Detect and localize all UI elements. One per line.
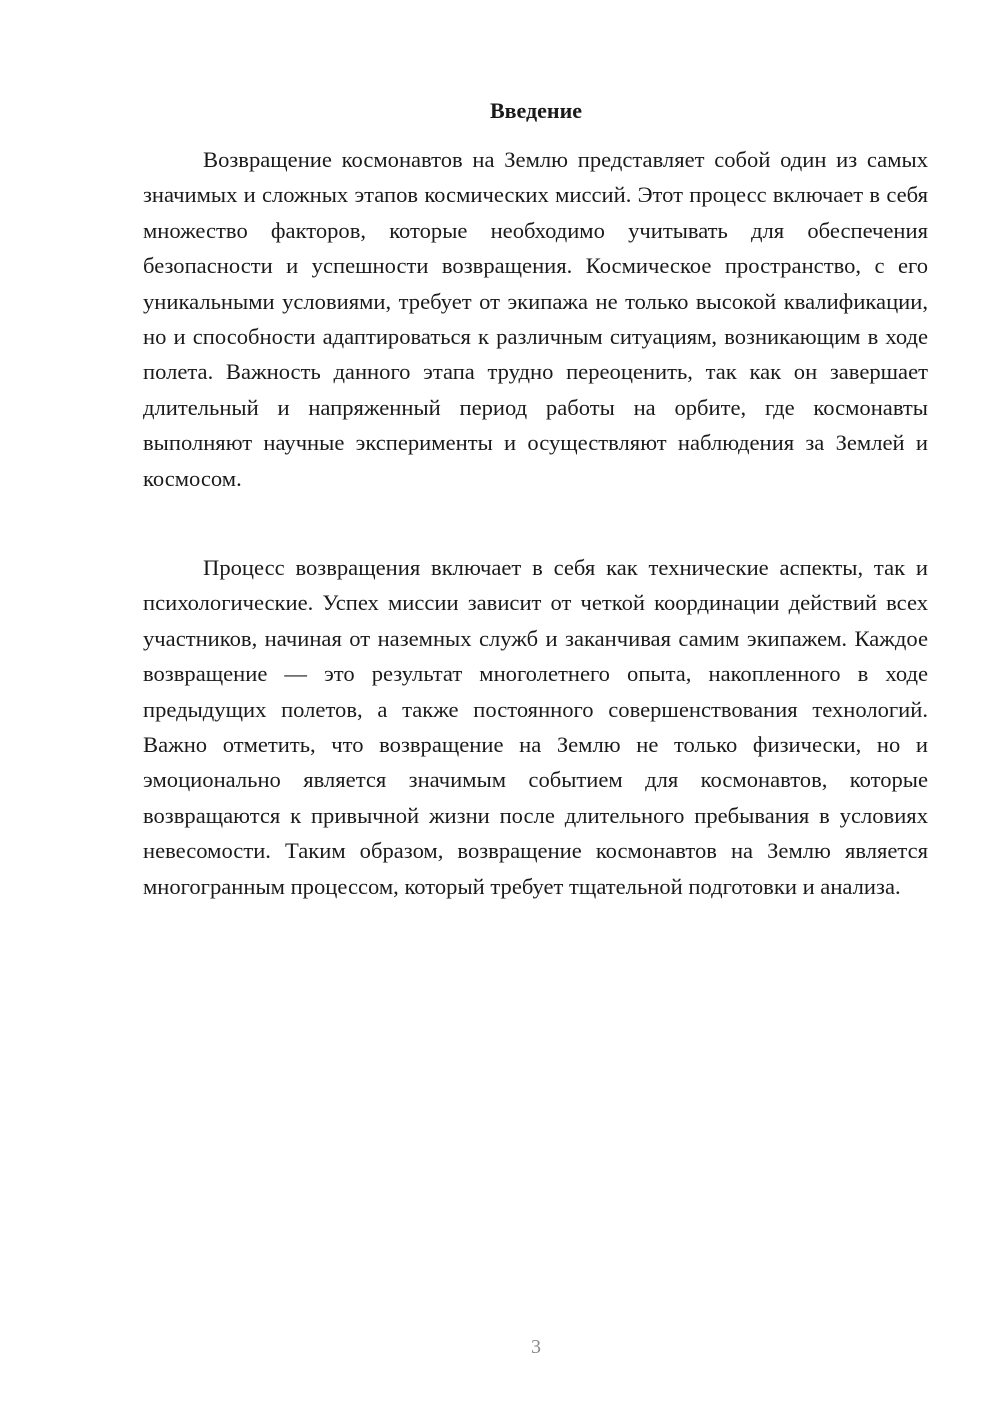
paragraph-1: Возвращение космонавтов на Землю представляет собой один из самых значимых и сложных этапов космических миссий. Этот процесс включает в себя множество факторов, которые необходимо учитывать для обеспечения безопасности и успешности возвращения. Космическое пространство, с его уникальными условиями, требует от экипажа не только высокой квалификации, но и способности адаптироваться к различным ситуациям, возникающим в ходе полета. Важность данного этапа трудно переоценить, так как он завершает длительный и напряженный период работы на орбите, где космонавты выполняют научные эксперименты и осуществляют наблюдения за Землей и космосом. (143, 147, 928, 491)
section-heading: Введение (489, 98, 583, 123)
paragraph-2: Процесс возвращения включает в себя как технические аспекты, так и психологические. Успех миссии зависит от четкой координации действий всех участников, начиная от наземных служб и заканчивая самим экипажем. Каждое возвращение — это результат многолетнего опыта, накопленного в ходе предыдущих полетов, а также постоянного совершенствования технологий. Важно отметить, что возвращение на Землю не только физически, но и эмоционально является значимым событием для космонавтов, которые возвращаются к привычной жизни после длительного пребывания в условиях невесомости. Таким образом, возвращение космонавтов на Землю является многогранным процессом, который требует тщательной подготовки и анализа. (143, 555, 928, 899)
page-number: 3 (531, 1336, 541, 1358)
